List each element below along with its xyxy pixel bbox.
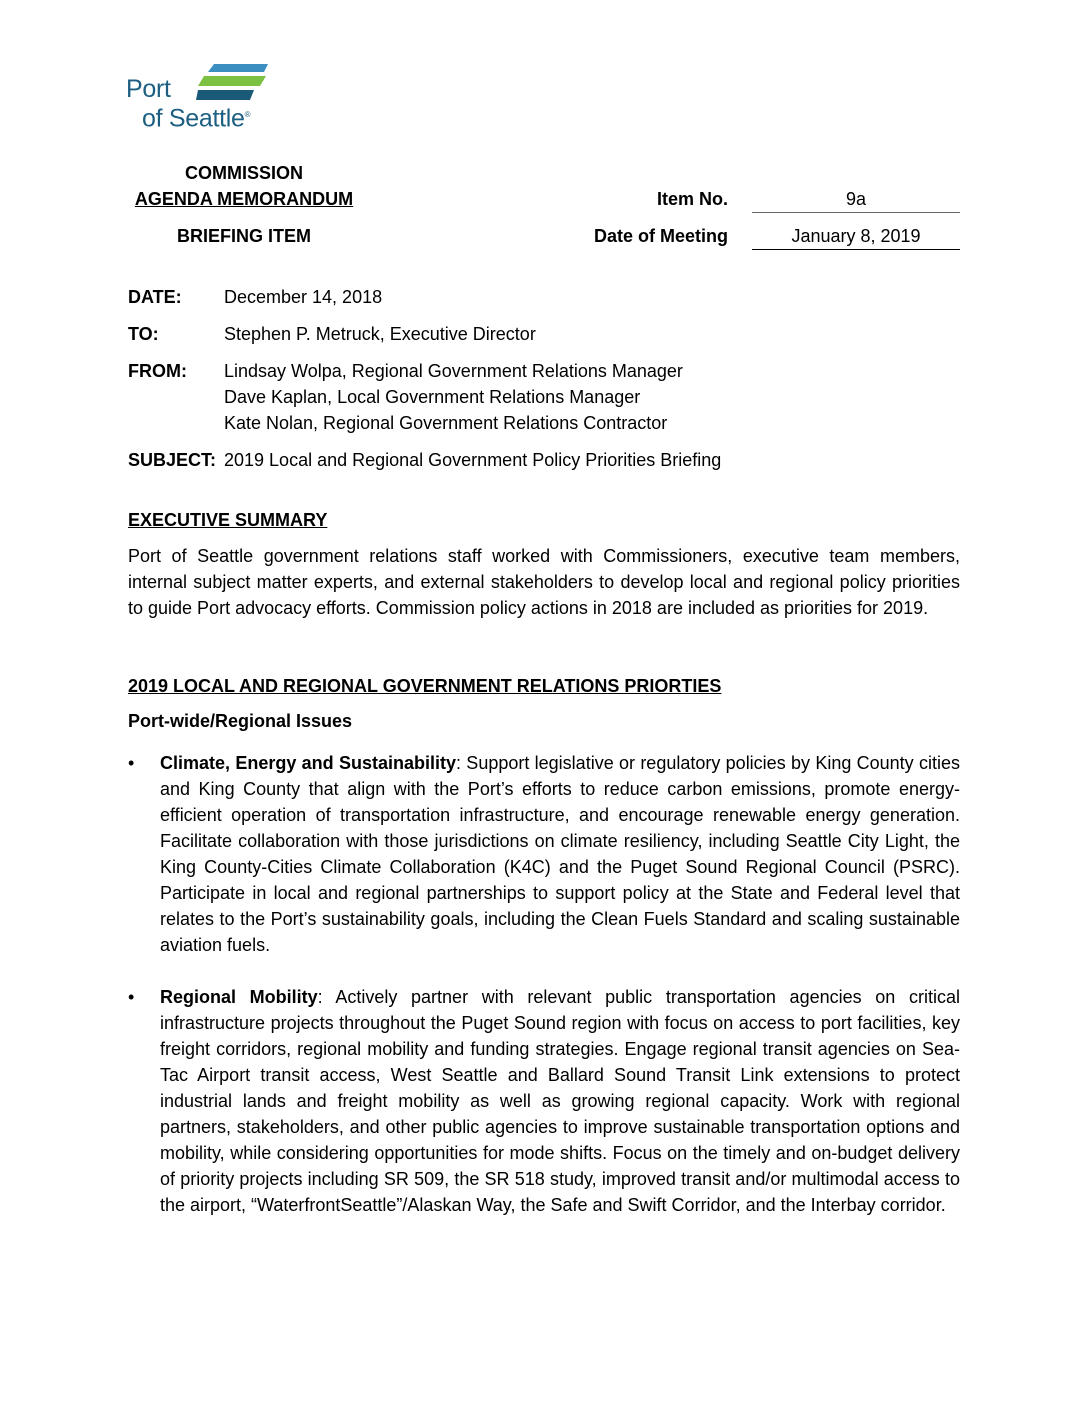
priority-item-text — [160, 750, 960, 958]
priority-item-body: : Support legislative or regulatory policies by King County cities and King County that align with the Port’s efforts to reduce carbon emissions, promote energy-efficient operation of transportation infrastructure, and encourage renewable energy generation. Facilitate collaboration with those jurisdictions on climate resiliency, including Seattle City Light, the King County-Cities Climate Collaboration (K4C) and the Puget Sound Regional Council (PSRC). Participate in local and regional partnerships to support policy at the State and Federal level that relates to the Port’s sustainability goals, including the Clean Fuels Standard and scaling sustainable aviation fuels. — [160, 753, 961, 955]
registered-mark: ® — [244, 110, 251, 119]
memo-from-value: Kate Nolan, Regional Government Relations Contractor — [224, 413, 668, 433]
priority-item-body: : Actively partner with relevant public transportation agencies on critical infrastructure projects throughout the Puget Sound region with focus on access to port facilities, key freight corridors, regional mobility and funding strategies. Engage regional transit agencies on Sea-Tac Airport transit access, West Seattle and Ballard Sound Transit Link extensions to protect industrial lands and freight mobility as well as growing regional capacity. Work with regional partners, stakeholders, and other public agencies to improve sustainable transportation options and mobility, while considering opportunities for mode shifts. Focus on the timely and on-budget delivery of priority projects including SR 509, the SR 518 study, improved transit and/or multimodal access to the airport, “WaterfrontSeattle”/Alaskan Way, the Safe and Swift Corridor, and the Interbay corridor. — [160, 987, 960, 1215]
memo-from-value: Lindsay Wolpa, Regional Government Relations Manager — [224, 361, 683, 381]
priorities-section — [128, 676, 960, 732]
date-of-meeting-value: January 8, 2019 — [752, 226, 960, 250]
logo-stripe-top — [208, 64, 268, 72]
logo-text-of-seattle-label: of Seattle — [142, 104, 245, 133]
executive-summary-text: Port of Seattle government relations staff worked with Commissioners, executive team members, internal subject matter experts, and external stakeholders to develop local and regional policy priorities to guide Port advocacy efforts. Commission policy actions in 2018 are included as priorities for 2019. — [128, 546, 960, 618]
priority-item-title: Regional Mobility — [160, 987, 318, 1007]
priority-item-text — [160, 984, 960, 1218]
priority-item-title: Climate, Energy and Sustainability — [160, 753, 456, 773]
memo-subject-label: SUBJECT: — [128, 450, 217, 470]
memo-date-label: DATE: — [128, 287, 182, 307]
priorities-heading: 2019 LOCAL AND REGIONAL GOVERNMENT RELATIONS PRIORTIES — [128, 676, 722, 696]
memo-to-label: TO: — [128, 324, 159, 344]
priority-item — [128, 750, 960, 958]
item-no-label: Item No. — [656, 189, 728, 209]
memo-subject-value: 2019 Local and Regional Government Policy Priorities Briefing — [224, 450, 722, 470]
priority-item — [128, 984, 960, 1218]
header-commission: COMMISSION — [184, 163, 303, 183]
logo-stripes-icon — [196, 62, 271, 104]
memo-to-value: Stephen P. Metruck, Executive Director — [224, 324, 536, 344]
memo-from-value: Dave Kaplan, Local Government Relations Manager — [224, 387, 641, 407]
date-of-meeting-label: Date of Meeting — [593, 226, 728, 246]
logo-text-of-seattle — [142, 102, 250, 131]
header-briefing-item: BRIEFING ITEM — [177, 226, 311, 246]
header-agenda-memorandum: AGENDA MEMORANDUM — [134, 189, 354, 209]
memo-date-value: December 14, 2018 — [224, 287, 383, 307]
item-no-value: 9a — [752, 189, 960, 213]
bullet-icon: • — [128, 987, 135, 1007]
port-of-seattle-logo — [126, 62, 271, 133]
bullet-icon: • — [128, 753, 135, 773]
executive-summary-heading: EXECUTIVE SUMMARY — [128, 510, 328, 530]
priorities-subheading: Port-wide/Regional Issues — [128, 711, 353, 731]
memo-from-label: FROM: — [128, 361, 187, 381]
logo-text-port: Port — [126, 75, 171, 103]
logo-stripe-middle — [198, 76, 266, 86]
executive-summary-section — [128, 510, 960, 621]
logo-stripe-bottom — [196, 90, 254, 100]
